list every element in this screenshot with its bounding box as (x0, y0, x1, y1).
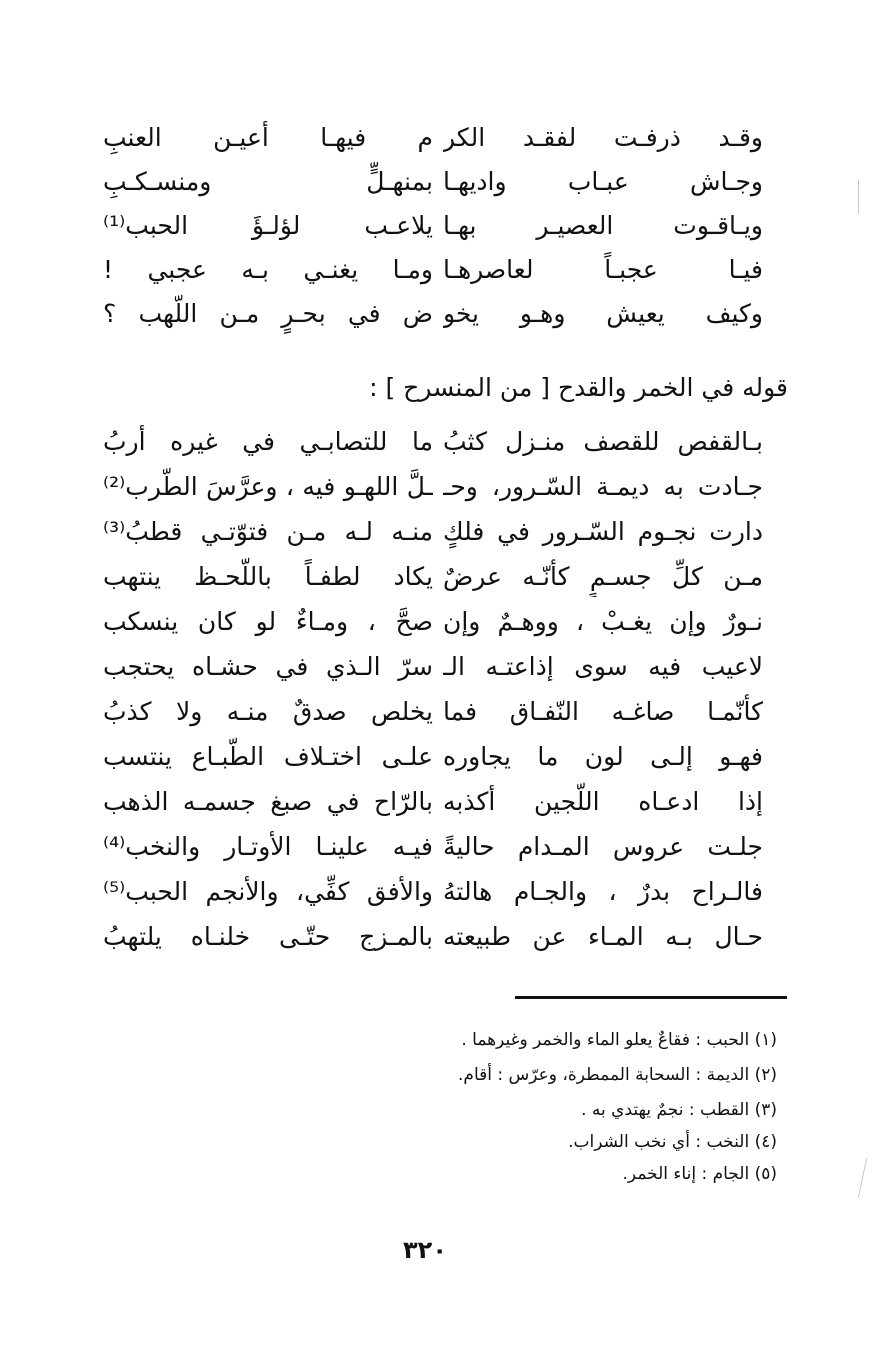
verse-line (103, 872, 763, 916)
verse-line (103, 294, 763, 338)
scan-mark (858, 1158, 867, 1197)
first-hemistich: فهـو إلـى لون ما يجاوره (443, 742, 763, 771)
verse-line (103, 118, 763, 162)
first-hemistich: مـن كلِّ جسـمٍ كأنّـه عرضٌ (443, 562, 763, 591)
first-hemistich: وكيف يعيش وهـو يخو (443, 299, 763, 328)
first-hemistich: وجـاش عبـاب واديهـا (443, 167, 763, 196)
verse-line (103, 206, 763, 250)
second-hemistich: بمنهـلٍّ ومنسـكـبِ (103, 167, 433, 196)
second-hemistich: يلاعـب لؤلـؤَ الحبب⁽¹⁾ (103, 211, 433, 240)
first-hemistich: دارت نجـوم السّـرور في فلكٍ (443, 517, 763, 546)
verse-line (103, 737, 763, 781)
second-hemistich: فيـه علينـا الأوتـار والنخب⁽⁴⁾ (103, 832, 433, 861)
verse-line (103, 422, 763, 466)
verse-line (103, 917, 763, 961)
first-hemistich: نـورٌ وإن يغـبْ ، ووهـمٌ وإن (443, 607, 763, 636)
first-hemistich: حـال بـه المـاء عن طبيعته (443, 922, 763, 951)
verse-line (103, 692, 763, 736)
second-hemistich: يخلص صدقٌ منـه ولا كذبُ (103, 697, 433, 726)
verse-line (103, 602, 763, 646)
second-hemistich: منـه لـه مـن فتوّتـي قطبُ⁽³⁾ (103, 517, 433, 546)
second-hemistich: سرّ الـذي في حشـاه يحتجب (103, 652, 433, 681)
second-hemistich: والأفق كفِّي، والأنجم الحبب⁽⁵⁾ (103, 877, 433, 906)
first-hemistich: كأنّمـا صاغـه النّفـاق فما (443, 697, 763, 726)
verse-line (103, 557, 763, 601)
verse-line (103, 647, 763, 691)
first-hemistich: فيـا عجبـاً لعاصرهـا (443, 255, 763, 284)
footnote: (٢) الديمة : السحابة الممطرة، وعرّس : أقام. (458, 1065, 777, 1085)
footnote: (٣) القطب : نجمٌ يهتدي به . (581, 1100, 777, 1120)
second-hemistich: بالمـزج حتّـى خلنـاه يلتهبُ (103, 922, 433, 951)
first-hemistich: وقـد ذرفـت لفقـد الكر (443, 123, 763, 152)
second-hemistich: صحَّ ، ومـاءٌ لو كان ينسكب (103, 607, 433, 636)
scan-mark (858, 180, 859, 214)
verse-line (103, 512, 763, 556)
footnote: (٥) الجام : إناء الخمر. (622, 1164, 777, 1184)
first-hemistich: ويـاقـوت العصيـر بهـا (443, 211, 763, 240)
verse-line (103, 827, 763, 871)
second-hemistich: ما للتصابـي في غيره أربُ (103, 427, 433, 456)
first-hemistich: إذا ادعـاه اللّجين أكذبه (443, 787, 763, 816)
verse-line (103, 162, 763, 206)
first-hemistich: بـالقفص للقصف منـزل كثبُ (443, 427, 763, 456)
page-number: ٣٢٠ (403, 1236, 447, 1264)
second-hemistich: ـلَّ اللهـو فيه ، وعرَّسَ الطّرب⁽²⁾ (103, 472, 433, 501)
footnote: (٤) النخب : أي نخب الشراب. (568, 1132, 777, 1152)
footnote: (١) الحبب : فقاعٌ يعلو الماء والخمر وغيرهما . (461, 1030, 777, 1050)
first-hemistich: فالـراح بدرٌ ، والجـام هالتهُ (443, 877, 763, 906)
first-hemistich: جـادت به ديمـة السّـرور، وحـ (443, 472, 763, 501)
first-hemistich: لاعيب فيه سوى إذاعتـه الـ (443, 652, 763, 681)
second-hemistich: م فيهـا أعيـن العنبِ (103, 123, 433, 152)
verse-line (103, 782, 763, 826)
poem-heading: قوله في الخمر والقدح [ من المنسرح ] : (369, 373, 788, 402)
second-hemistich: يكاد لطفـاً باللّحـظ ينتهب (103, 562, 433, 591)
footnote-separator (515, 996, 787, 999)
second-hemistich: علـى اختـلاف الطّبـاع ينتسب (103, 742, 433, 771)
second-hemistich: بالرّاح في صبغ جسمـه الذهب (103, 787, 433, 816)
verse-line (103, 250, 763, 294)
second-hemistich: ومـا يغنـي بـه عجبي ! (103, 255, 433, 284)
first-hemistich: جلـت عروس المـدام حاليةً (443, 832, 763, 861)
second-hemistich: ض في بحـرٍ مـن اللّهب ؟ (103, 299, 433, 328)
verse-line (103, 467, 763, 511)
